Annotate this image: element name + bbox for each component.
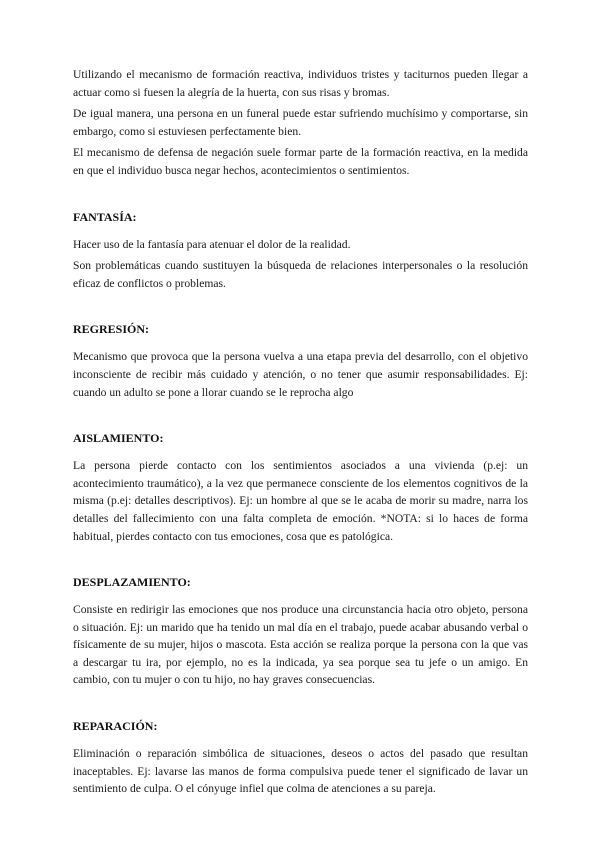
intro-paragraph-2: De igual manera, una persona en un funeral puede estar sufriendo muchísimo y comportarse, sin embargo, como si estuviesen perfectamente bien. xyxy=(73,107,528,138)
intro-paragraph-1: Utilizando el mecanismo de formación reactiva, individuos tristes y taciturnos pueden llegar a actuar como si fuesen la alegría de la huerta, con sus risas y bromas. xyxy=(73,68,528,99)
intro-paragraph-3: El mecanismo de defensa de negación suele formar parte de la formación reactiva, en la medida en que el individuo busca negar hechos, acontecimientos o sentimientos. xyxy=(73,146,528,177)
section-heading: REGRESIÓN: xyxy=(73,322,150,337)
section-paragraph: Eliminación o reparación simbólica de situaciones, deseos o actos del pasado que resultan inaceptables. Ej: lavarse las manos de forma compulsiva puede tener el significado de lavar un sentimiento de culpa. O el cónyuge infiel que colma de atenciones a su pareja. xyxy=(73,747,528,796)
section-paragraph: Hacer uso de la fantasía para atenuar el dolor de la realidad. xyxy=(73,237,351,251)
section-heading: DESPLAZAMIENTO: xyxy=(73,575,191,590)
section-paragraph: Mecanismo que provoca que la persona vuelva a una etapa previa del desarrollo, con el objetivo inconsciente de recibir más cuidado y atención, o no tener que asumir responsabilidades. Ej: cuando un adulto se pone a llorar cuando se le reprocha algo xyxy=(73,350,528,399)
document-page xyxy=(73,66,528,802)
section-heading: REPARACIÓN: xyxy=(73,719,158,734)
section-paragraph: Consiste en redirigir las emociones que nos produce una circunstancia hacia otro objeto, persona o situación. Ej: un marido que ha tenido un mal día en el trabajo, puede acabar abusando verbal o físicamente de su mujer, hijos o mascota. Esta acción se realiza porque la persona con la que vas a descargar tu ira, por ejemplo, no es la indicada, ya sea porque sea tu jefe o un amigo. En cambio, con tu mujer o con tu hijo, no hay graves consecuencias. xyxy=(73,603,528,687)
section-reparacion xyxy=(73,718,528,798)
section-aislamiento xyxy=(73,430,528,545)
section-regresion xyxy=(73,321,528,401)
section-paragraph: Son problemáticas cuando sustituyen la búsqueda de relaciones interpersonales o la resolución eficaz de conflictos o problemas. xyxy=(73,259,528,290)
section-paragraph: La persona pierde contacto con los sentimientos asociados a una vivienda (p.ej: un acontecimiento traumático), a la vez que permanece consciente de los elementos cognitivos de la misma (p.ej: detalles descriptivos). Ej: un hombre al que se le acaba de morir su madre, narra los detalles del fallecimiento con una falta completa de emoción. *NOTA: si lo haces de forma habitual, pierdes contacto con tus emociones, cosa que es patológica. xyxy=(73,459,528,543)
section-fantasia xyxy=(73,209,528,293)
section-heading: AISLAMIENTO: xyxy=(73,431,164,446)
section-heading: FANTASÍA: xyxy=(73,209,137,224)
section-desplazamiento xyxy=(73,574,528,689)
